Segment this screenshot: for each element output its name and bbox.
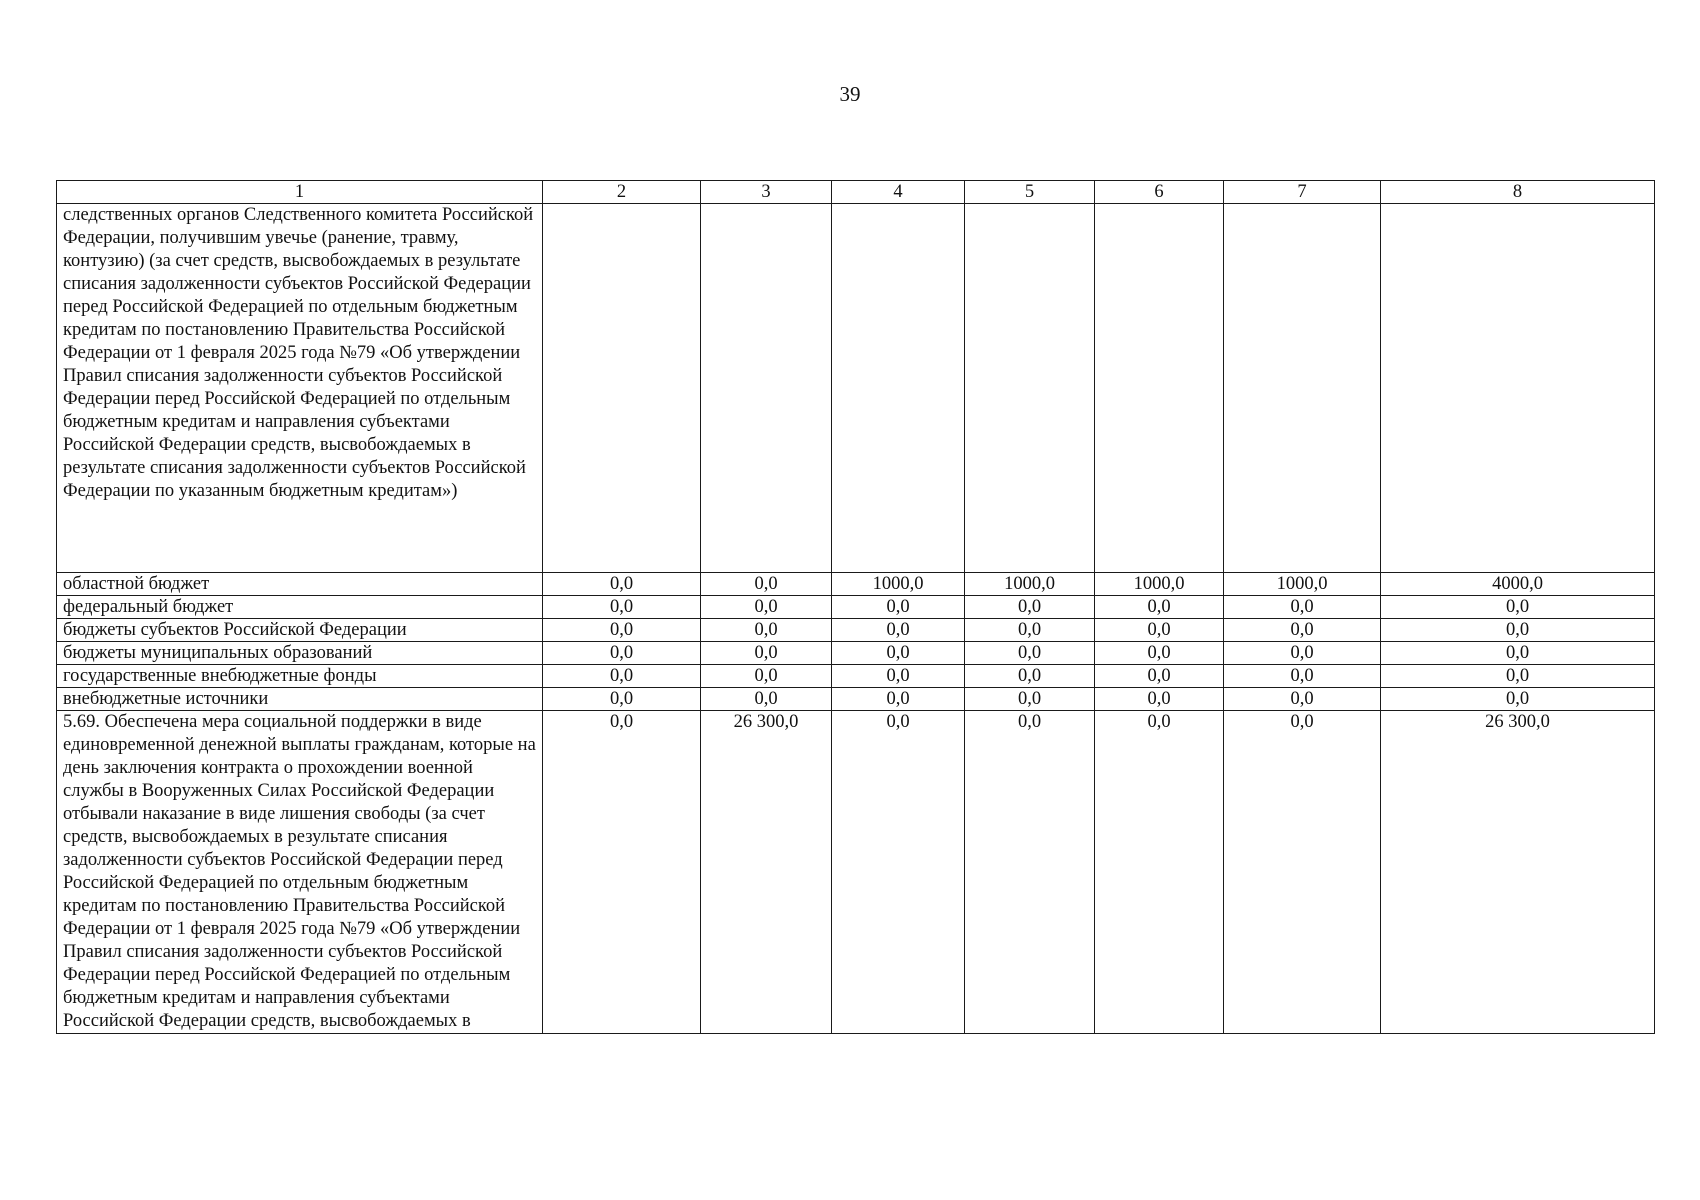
table-cell: 0,0: [1095, 688, 1224, 711]
column-header: 1: [57, 181, 543, 204]
column-number-row: [57, 181, 1655, 204]
table-cell: 0,0: [965, 711, 1095, 1034]
table-cell: 0,0: [1224, 688, 1381, 711]
funding-source-label: бюджеты субъектов Российской Федерации: [57, 619, 543, 642]
table-cell: 0,0: [832, 688, 965, 711]
table-cell: 1000,0: [1224, 573, 1381, 596]
column-header: 7: [1224, 181, 1381, 204]
table-cell: 0,0: [701, 573, 832, 596]
funding-source-label: федеральный бюджет: [57, 596, 543, 619]
table-cell: 0,0: [1224, 642, 1381, 665]
table-cell: 0,0: [832, 596, 965, 619]
column-header: 6: [1095, 181, 1224, 204]
column-header: 4: [832, 181, 965, 204]
table-cell: 0,0: [543, 642, 701, 665]
table-cell: 0,0: [543, 573, 701, 596]
funding-source-label: государственные внебюджетные фонды: [57, 665, 543, 688]
table-cell: 0,0: [543, 688, 701, 711]
table-cell-total: 0,0: [1381, 596, 1655, 619]
table-cell: 0,0: [965, 688, 1095, 711]
table-row: [57, 711, 1655, 1034]
table-cell: 0,0: [543, 619, 701, 642]
column-header: 5: [965, 181, 1095, 204]
table-cell: 0,0: [1095, 619, 1224, 642]
table-row: [57, 573, 1655, 596]
measure-description-5-69: 5.69. Обеспечена мера социальной поддержки в виде единовременной денежной выплаты гражданам, которые на день заключения контракта о прохождении военной службы в Вооруженных Силах Российской Федерации отбывали наказание в виде лишения свободы (за счет средств, высвобождаемых в результате списания задолженности субъектов Российской Федерации перед Российской Федерацией по отдельным бюджетным кредитам по постановлению Правительства Российской Федерации от 1 февраля 2025 года №79 «Об утверждении Правил списания задолженности субъектов Российской Федерации перед Российской Федерацией по отдельным бюджетным кредитам и направления субъектами Российской Федерации средств, высвобождаемых в: [57, 711, 543, 1034]
table-cell: 0,0: [1224, 665, 1381, 688]
table-cell: 0,0: [832, 711, 965, 1034]
table-cell: 0,0: [1095, 711, 1224, 1034]
table-cell: 0,0: [1224, 711, 1381, 1034]
table-row: [57, 619, 1655, 642]
table-cell: 0,0: [965, 619, 1095, 642]
table-cell: 0,0: [701, 665, 832, 688]
table-cell: 0,0: [1224, 619, 1381, 642]
table-cell: 0,0: [832, 642, 965, 665]
table-cell: 0,0: [832, 665, 965, 688]
table-cell: 26 300,0: [701, 711, 832, 1034]
table-cell-total: 4000,0: [1381, 573, 1655, 596]
table-cell-total: 0,0: [1381, 642, 1655, 665]
table-cell: 0,0: [1095, 665, 1224, 688]
table-cell: 0,0: [965, 596, 1095, 619]
table-cell: 0,0: [965, 665, 1095, 688]
budget-table: [56, 180, 1655, 1034]
table-cell: 0,0: [701, 642, 832, 665]
table-row: [57, 204, 1655, 573]
table-row: [57, 642, 1655, 665]
funding-source-label: бюджеты муниципальных образований: [57, 642, 543, 665]
table-cell-total: 26 300,0: [1381, 711, 1655, 1034]
table-row: [57, 665, 1655, 688]
table-cell: 1000,0: [965, 573, 1095, 596]
column-header: 8: [1381, 181, 1655, 204]
table-cell: 0,0: [1095, 642, 1224, 665]
table-cell-total: 0,0: [1381, 619, 1655, 642]
measure-description-continued: следственных органов Следственного комитета Российской Федерации, получившим увечье (ранение, травму, контузию) (за счет средств, высвобождаемых в результате списания задолженности субъектов Российской Федерации перед Российской Федерацией по отдельным бюджетным кредитам по постановлению Правительства Российской Федерации от 1 февраля 2025 года №79 «Об утверждении Правил списания задолженности субъектов Российской Федерации перед Российской Федерацией по отдельным бюджетным кредитам и направления субъектами Российской Федерации средств, высвобождаемых в результате списания задолженности субъектов Российской Федерации по указанным бюджетным кредитам»): [57, 204, 543, 573]
table-cell: 0,0: [1095, 596, 1224, 619]
funding-source-label: внебюджетные источники: [57, 688, 543, 711]
page-number: 39: [839, 82, 861, 106]
table-cell: 1000,0: [832, 573, 965, 596]
table-cell: 0,0: [543, 596, 701, 619]
table-cell: 0,0: [701, 619, 832, 642]
table-row: [57, 688, 1655, 711]
table-cell: 0,0: [701, 596, 832, 619]
column-header: 2: [543, 181, 701, 204]
table-cell: 0,0: [832, 619, 965, 642]
table-cell: 0,0: [543, 711, 701, 1034]
table-cell-total: 0,0: [1381, 688, 1655, 711]
table-cell: 1000,0: [1095, 573, 1224, 596]
column-header: 3: [701, 181, 832, 204]
table-cell: 0,0: [965, 642, 1095, 665]
funding-source-label: областной бюджет: [57, 573, 543, 596]
table-cell: 0,0: [701, 688, 832, 711]
table-row: [57, 596, 1655, 619]
table-cell: 0,0: [543, 665, 701, 688]
table-cell: 0,0: [1224, 596, 1381, 619]
table-cell-total: 0,0: [1381, 665, 1655, 688]
